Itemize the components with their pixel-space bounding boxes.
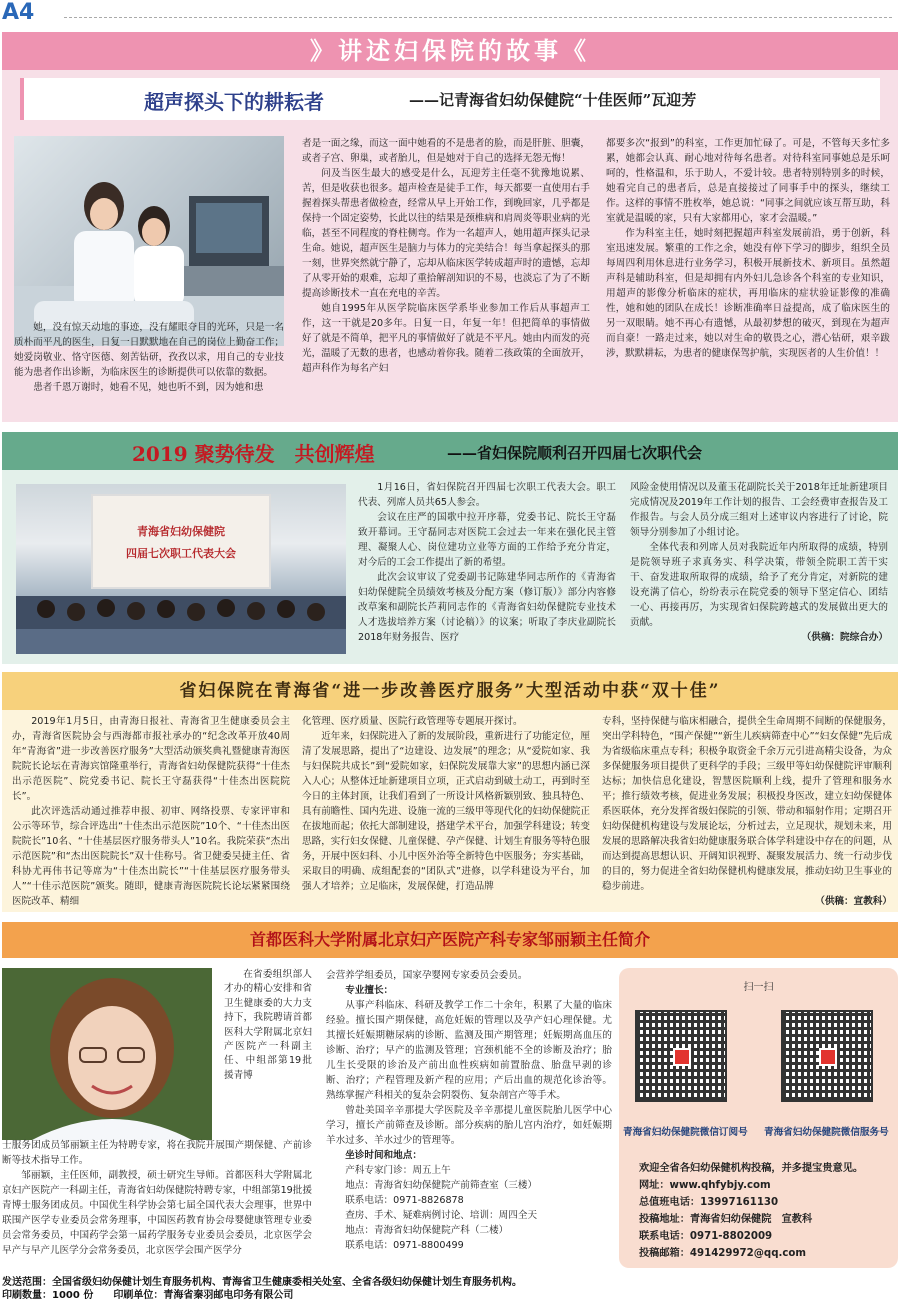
page-footer (2, 1276, 892, 1300)
schedule-line: 联系电话：0971-8826878 (345, 1195, 464, 1206)
specialty-column (326, 968, 612, 1272)
qr-label-subscription: 青海省妇幼保健院微信订阅号 (623, 1127, 748, 1138)
section-banner: 省妇保院在青海省“进一步改善医疗服务”大型活动中获“双十佳” (2, 672, 898, 710)
article-column-2 (302, 136, 590, 420)
paragraph: 邹丽颖，主任医师，副教授，硕士研究生导师。首都医科大学附属北京妇产医院产一科副主任，青海省妇幼保健院特聘专家，中组部第19批援青博士服务团成员。中国优生科学协会第七届全国代表大会理事，世界中联围产医学专业委员会常务理事，中国医药教育协会母婴健康管理专业委员会常务委员，中国药学会第一届药学服务专业委员会委员，北京医学会早产与早产儿医学分会常务委员，北京医学会围产医学分 (2, 1170, 312, 1256)
screen-text-line: 四届七次职工代表大会 (126, 547, 236, 560)
story-section (2, 32, 898, 422)
paragraph: 作为科室主任，她时刻把握超声科室发展前沿，勇于创新，科室迅速发展。繁重的工作之余，她没有停下学习的脚步，组织全员每周四利用休息进行业务学习，积极开展新技术、新项目。虽然超声科是辅助科室，但是却拥有内外妇儿急诊各个科室的专业知识，用超声的影像分析临床的症状，再用临床的症状验证影像的准确性，她和她的团队在成长！诊断准确率日益提高，成了临床医生的另一双眼睛。她不再心有遗憾，从最初梦想的破灭，到现在为超声而自豪！一路走过来，她以对生命的敬畏之心，潜心钻研，艰辛跋涉，默默耕耘，为患者的健康保驾护航，实现医者的人生价值！！ (606, 228, 890, 359)
article-title: 2019 聚势待发 共创辉煌 (132, 442, 375, 466)
section-banner: 首都医科大学附属北京妇产医院产科专家邹丽颖主任简介 (2, 922, 898, 958)
paragraph: 2019年1月5日，由青海日报社、青海省卫生健康委员会主办，青海省医院协会与西海都市报社承办的“纪念改革开放40周年“青海省”进一步改善医疗服务”大型活动颁奖典礼暨健康青海医院院长论坛在青海宾馆隆重举行，青海省妇幼保健院获得“十佳杰出示范医院”、院党委书记、院长王守磊获得“十佳杰出医院院长”。 (12, 716, 290, 802)
paragraph: 专科，坚持保健与临床相融合，提供全生命周期不间断的保健服务，突出学科特色，“围产保健”“新生儿疾病筛查中心”“妇女保健”先后成为省级临床重点专科；积极争取资金千余万元引进高精尖设备，为众多保健服务项目提供了更科学的手段；三级甲等妇幼保健院评审顺利达标；加快信息化建设，智慧医院顺利上线，提升了管理和服务水平；推行绩效考核，促进业务发展；积极投身医改，建立妇幼保健体系医联体，充分发挥省级妇保院的引领、带动和辐射作用；定期召开妇幼保健机构建设与发展论坛，分析过去，立足现状，规划未来，用发展的思路解决我省妇幼健康服务联合体学科建设中存在的问题，从而达到提高思想认识、开阔知识视野、凝聚发展活力、统一行动步伐的目的，努力促进全省妇幼保健机构健康发展，推动妇幼卫生事业的稳步前进。 (602, 716, 892, 892)
award-section (2, 672, 898, 912)
scan-label: 扫一扫 (743, 982, 774, 993)
article-subtitle: ——记青海省妇幼保健院“十佳医师”瓦迎芳 (409, 91, 697, 109)
paragraph: 此次会议审议了党委副书记陈建华同志所作的《青海省妇幼保健院全员绩效考核及分配方案（修订版）》部分内容修改草案和副院长芦莉同志作的《青海省妇幼保健院专业技术人才选拔培养方案（讨论稿）》的议案；听取了李庆业副院长2018年财务报告、医疗 (358, 572, 616, 643)
portrait-illustration (2, 968, 212, 1140)
screen-text-line: 青海省妇幼保健院 (137, 525, 225, 538)
specialty-label: 专业擅长： (345, 985, 394, 996)
header-rule (64, 17, 892, 18)
article-column-2 (302, 714, 590, 910)
paragraph: 会营养学组委员，国家孕婴网专家委员会委员。 (326, 970, 528, 981)
paragraph: 曾赴美国辛辛那提大学医院及辛辛那提儿童医院胎儿医学中心学习，擅长产前筛查及诊断。部分疾病的胎儿宫内治疗，如妊娠期羊水过多、羊水过少的管理等。 (326, 1105, 612, 1146)
expert-portrait (2, 968, 212, 1140)
section-banner: 》讲述妇保院的故事《 (2, 32, 898, 70)
article-column-1 (14, 320, 284, 420)
contact-info (639, 1160, 888, 1262)
paragraph: 会议在庄严的国歌中拉开序幕，党委书记、院长王守磊致开幕词。王守磊同志对医院工会过去一年来在强化民主管理、凝聚人心、岗位建功立业等方面的工作给予充分肯定，对今后的工会工作提出了新的希望。 (358, 512, 616, 568)
paragraph: 在省委组织部人才办的精心安排和省卫生健康委的大力支持下，我院聘请首都医科大学附属北京妇产医院产一科副主任、中组部第19批援青博 (224, 969, 312, 1081)
qr-label-service: 青海省妇幼保健院微信服务号 (764, 1127, 889, 1138)
article-column-1 (12, 714, 290, 910)
paragraph: 她自1995年从医学院临床医学系毕业参加工作后从事超声工作，这一干就是20多年。日复一日，年复一年！但把简单的事情做好了就是不简单，把平凡的事情做好了就是不平凡。她由内而发的亮光，温暖了无数的患者，也感动着你我。随着二孩政策的全面放开，超声科作为每名产妇 (302, 303, 590, 374)
footer-distribution: 发送范围：全国省级妇幼保健计划生育服务机构、青海省卫生健康委相关处室、全省各级妇幼保健计划生育服务机构。 (2, 1277, 522, 1288)
paragraph: 1月16日，省妇保院召开四届七次职工代表大会。职工代表、列席人员共65人参会。 (358, 482, 616, 508)
article-titlebar (20, 78, 880, 120)
article-column-3 (602, 714, 892, 910)
paragraph: 全体代表和列席人员对我院近年内所取得的成绩，特别是院领导班子求真务实、科学决策，带领全院职工苦干实干、奋发进取所取得的成绩，给予了充分肯定，对新院的建设充满了信心，纷纷表示在院党委的领导下坚定信心、团结一心、再接再厉，为实现省妇保院跨越式的发展做出更大的贡献。 (630, 542, 888, 628)
article-column-2 (630, 480, 888, 656)
article-title: 超声探头下的耕耘者 (144, 90, 324, 114)
schedule-line: 联系电话：0971-8800499 (345, 1240, 464, 1251)
intro-side-text (224, 968, 312, 1140)
contact-panel (619, 968, 898, 1268)
source-credit: （供稿：宣教科） (815, 896, 892, 907)
qr-code-service[interactable] (781, 1010, 873, 1102)
paragraph: 化管理、医疗质量、医院行政管理等专题展开探讨。 (302, 716, 523, 727)
contact-duty-phone: 总值班电话：13997161130 (639, 1197, 779, 1208)
page-number: A4 (2, 0, 35, 25)
contact-welcome: 欢迎全省各妇幼保健机构投稿，并多提宝贵意见。 (639, 1163, 864, 1174)
article-column-1 (358, 480, 616, 656)
contact-website[interactable]: 网址：www.qhfybjy.com (639, 1180, 771, 1191)
source-credit: （供稿：院综合办） (801, 632, 888, 643)
article-column-3 (606, 136, 890, 420)
paragraph: 从事产科临床、科研及教学工作二十余年，积累了大量的临床经验。擅长围产期保健，高危妊娠的管理以及孕产妇心理保健。尤其擅长妊娠期糖尿病的诊断、监测及围产期管理；妊娠期高血压的诊断、治疗；早产的监测及管理；宫颈机能不全的诊断及治疗；胎儿生长受限的诊治及产前出血性疾病如前置胎盘、胎盘早剥的诊断、治疗；产程管理及新产程的应用；产后出血的规范化诊治等。熟练掌握产科相关的复杂会阴裂伤、复杂剖宫产等手术。 (326, 1000, 612, 1101)
paragraph: 士服务团成员邹丽颖主任为特聘专家，将在我院开展围产期保健、产前诊断等技术指导工作。 (2, 1140, 312, 1166)
congress-photo (16, 484, 346, 654)
article-subtitle: ——省妇保院顺利召开四届七次职代会 (447, 444, 703, 462)
paragraph: 此次评选活动通过推荐申报、初审、网络投票、专家评审和公示等环节，综合评选出“十佳杰出示范医院”10个、“十佳杰出医院院长”10名、“十佳基层医疗服务带头人”10名。我院荣获“杰出示范医院”和“杰出医院院长”双十佳称号。省卫健委吴捷主任、省科协尤再伟书记等席为“十佳杰出院长”“十佳基层医疗服务带头人”“十佳示范医院”颁奖。随即，健康青海医院院长论坛紧紧围绕医院改革、精细 (12, 806, 290, 907)
schedule-line: 地点：青海省妇幼保健院产科（二楼） (345, 1225, 509, 1236)
paragraph: 问及当医生最大的感受是什么，瓦迎芳主任毫不犹豫地说累、苦，但是收获也很多。超声检查是徒手工作，每天都要一直使用右手握着探头帮患者做检查，经常从早上开始工作，到晚回家，几乎都是保持一个固定姿势，长此以往的结果是颈椎病和肩周炎等职业病的光临，甚至不同程度的脊柱侧弯。作为一名超声人，她用超声探头记录生命。她说，超声医生是脑力与体力的完美结合！每当拿起探头的那一刻，世界突然就宁静了，忘却从临床医学转成超声时的遗憾，忘却了从零开始的艰难，忘却了重拾解剖知识的不易，也淡忘了为了不断提高诊断技术一直在充电的辛苦。 (302, 168, 590, 299)
photo-illustration (14, 136, 284, 346)
paragraph: 风险金使用情况以及董玉花副院长关于2018年迁址新建项目完成情况及2019年工作计划的报告、工会经费审查报告及工作报告。与会人员分成三组对上述审议内容进行了讨论，院领导分别参加了小组讨论。 (630, 482, 888, 538)
expert-section (2, 922, 898, 1274)
schedule-line: 查房、手术、疑难病例讨论、培训：周四全天 (345, 1210, 538, 1221)
paragraph: 都要多次“报到”的科室，工作更加忙碌了。可是，不管每天多忙多累，她都会认真、耐心地对待每名患者。对待科室同事她总是乐呵呵的，性格温和，乐于助人，不爱计较。患者特别特别多的时候，她看完自己的患者后，总是直接接过了同事手中的探头，继续工作。这样的事情不胜枚举，她总说：“同事之间就应该互帮互助，科室就是温暖的家，只有大家都用心，家才会温暖。” (606, 138, 890, 224)
qr-code-subscription[interactable] (635, 1010, 727, 1102)
paragraph: 患者千恩万谢时，她看不见，她也听不到，因为她和患 (33, 382, 264, 393)
bio-column (2, 1138, 312, 1272)
meeting-section (2, 432, 898, 664)
article-titlebar (2, 432, 898, 470)
footer-print-info: 印刷数量：1000 份 印刷单位：青海省秦羽邮电印务有限公司 (2, 1290, 294, 1300)
paragraph: 者是一面之缘，而这一面中她看的不是患者的脸，而是肝脏、胆囊，或者子宫、卵巢，或者胎儿，但是她对于自己的选择无怨无悔！ (302, 138, 590, 164)
paragraph: 她，没有惊天动地的事迹，没有耀眼夺目的光环，只是一名质朴而平凡的医生，日复一日默默地在自己的岗位上勤奋工作；她爱岗敬业、恪守医德、刻苦钻研，孜孜以求，用自己的专业技能为患者作出诊断，为临床医生的诊断提供可以依靠的数据。 (14, 322, 284, 378)
schedule-line: 产科专家门诊：周五上午 (345, 1165, 451, 1176)
contact-email[interactable]: 投稿邮箱：491429972@qq.com (639, 1248, 807, 1259)
schedule-label: 坐诊时间和地点： (345, 1150, 422, 1161)
projection-screen (91, 494, 271, 589)
ultrasound-exam-photo (14, 136, 284, 346)
schedule-line: 地点：青海省妇幼保健院产前筛查室（三楼） (345, 1180, 538, 1191)
contact-address: 投稿地址：青海省妇幼保健院 宣教科 (639, 1214, 813, 1225)
contact-phone: 联系电话：0971-8802009 (639, 1231, 773, 1242)
paragraph: 近年来，妇保院进入了新的发展阶段，重新进行了功能定位，厘清了发展思路，提出了“边建设、边发展”的理念；从“爱院如家、我与妇保院共成长”到“爱院如家，妇保院发展靠大家”的思想内涵已深入人心；从整体迁址新建项目立项，正式启动到破土动工，再到时至今日的主体封顶，让我们看到了一所设计风格新颖别致、独具特色、具有前瞻性、国内先进、设施一流的三级甲等现代化的妇幼保健院正在拔地而起；依托大部制建设，搭建学术平台，加强学科建设；转变思路，实行妇女保健、儿童保健、孕产保健、计划生育服务等特色服务，开展中医妇科、小儿中医外治等全新特色中医服务；夯实基础，采取目的明确、成组配套的“团队式”进修，以学科建设为平台，加强人才培养；立足临床，发展保健，打造品牌 (302, 731, 590, 892)
